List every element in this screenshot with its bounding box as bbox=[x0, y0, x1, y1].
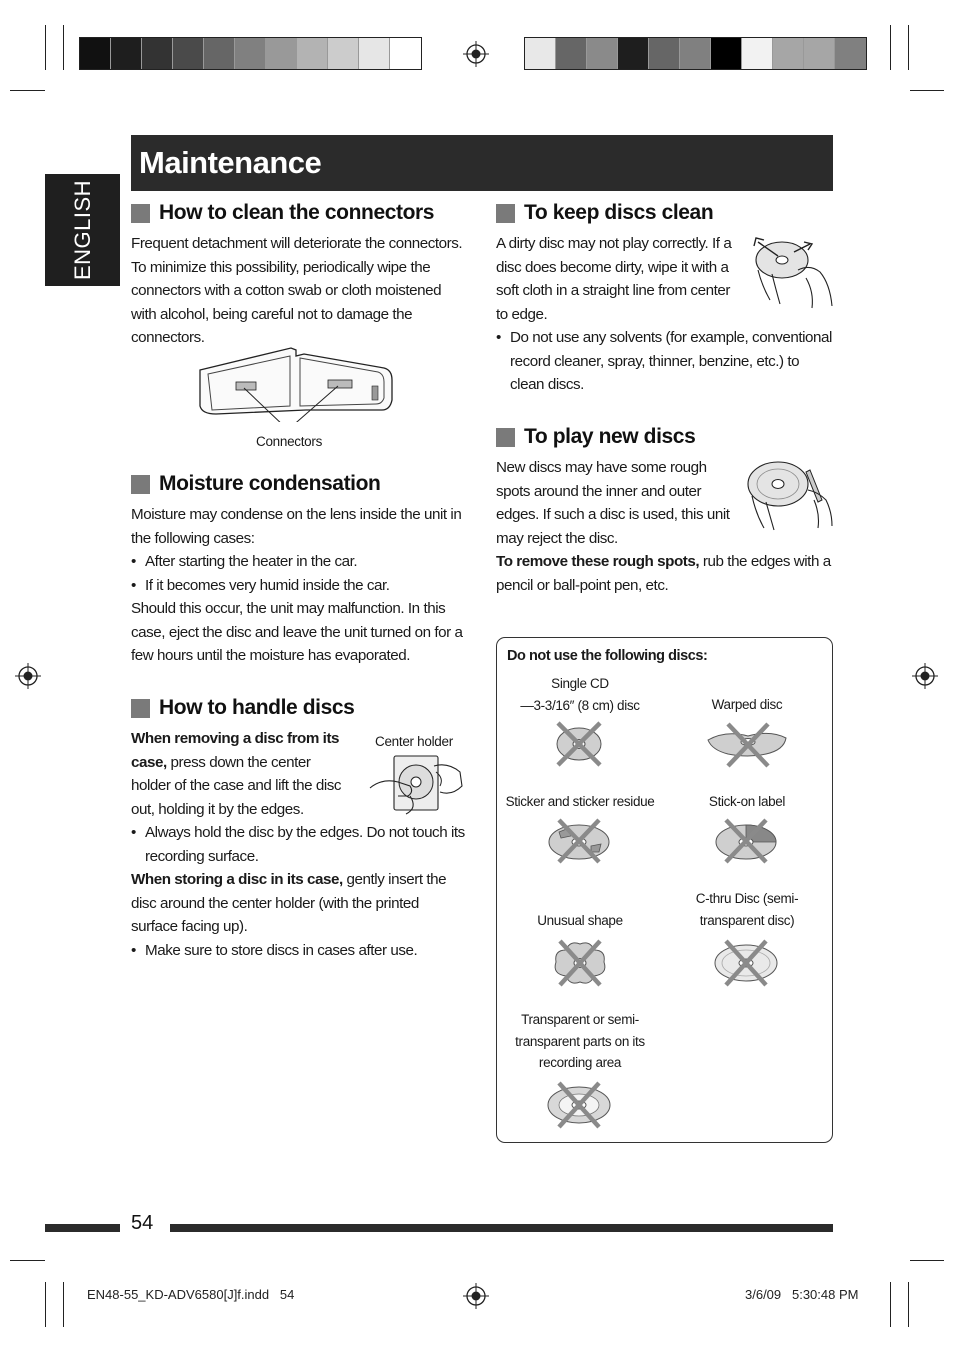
c-thru-disc-icon bbox=[712, 938, 780, 988]
color-swatch bbox=[525, 38, 556, 69]
color-swatch bbox=[235, 38, 266, 69]
disc-label-single-cd: Single CD —3-3/16″ (8 cm) disc bbox=[520, 676, 640, 713]
heading-square-icon bbox=[131, 699, 150, 718]
disc-label-sticker: Sticker and sticker residue bbox=[505, 794, 655, 809]
color-swatch bbox=[359, 38, 390, 69]
connectors-caption: Connectors bbox=[256, 434, 323, 449]
color-swatch bbox=[680, 38, 711, 69]
color-swatch bbox=[111, 38, 142, 69]
footer-bar-left bbox=[45, 1224, 120, 1232]
color-swatch bbox=[80, 38, 111, 69]
pencil-disc-illustration bbox=[744, 456, 836, 532]
crop-mark bbox=[63, 1282, 64, 1327]
language-tab-label: ENGLISH bbox=[69, 179, 95, 281]
list-item: • After starting the heater in the car. bbox=[131, 550, 466, 574]
disc-label-stick-on: Stick-on label bbox=[708, 794, 786, 809]
color-swatch bbox=[328, 38, 359, 69]
footer-timestamp: 3/6/09 5:30:48 PM bbox=[745, 1287, 859, 1302]
handle-body: • Always hold the disc by the edges. Do not touch its recording surface. When storing a disc in its case, gently insert the disc around the center holder (with the printed surface facing up). • Make sure to store discs in cases after use. bbox=[131, 821, 466, 962]
crop-mark bbox=[45, 1282, 46, 1327]
disc-case-hand-illustration bbox=[368, 752, 464, 820]
color-swatch bbox=[773, 38, 804, 69]
crop-mark bbox=[10, 1260, 45, 1261]
color-bar-left bbox=[79, 37, 422, 70]
handle-heading: How to handle discs bbox=[131, 696, 354, 720]
color-swatch bbox=[618, 38, 649, 69]
footer-bar-right bbox=[170, 1224, 833, 1232]
crop-mark bbox=[890, 25, 891, 70]
handle-removing: When removing a disc from its case, press down the center holder of the case and lift the disc out, holding it by the edges. bbox=[131, 730, 342, 818]
registration-target-icon bbox=[15, 663, 41, 689]
page-title: Maintenance bbox=[131, 135, 833, 191]
list-item: • If it becomes very humid inside the car. bbox=[131, 574, 466, 598]
new-discs-heading: To play new discs bbox=[496, 425, 695, 449]
transparent-parts-disc-icon bbox=[545, 1080, 613, 1130]
disc-label-warped: Warped disc bbox=[711, 697, 783, 712]
moisture-heading: Moisture condensation bbox=[131, 472, 380, 496]
center-holder-caption: Center holder bbox=[375, 734, 453, 749]
list-item: • Do not use any solvents (for example, conventional record cleaner, spray, thinner, benzine, etc.) to clean discs. bbox=[496, 326, 833, 397]
heading-square-icon bbox=[131, 475, 150, 494]
crop-mark bbox=[45, 25, 46, 70]
do-not-use-heading: Do not use the following discs: bbox=[507, 648, 708, 664]
registration-target-icon bbox=[912, 663, 938, 689]
unusual-shape-disc-icon bbox=[550, 938, 610, 988]
crop-mark bbox=[910, 1260, 944, 1261]
disc-label-unusual-shape: Unusual shape bbox=[537, 913, 623, 928]
color-swatch bbox=[556, 38, 587, 69]
heading-square-icon bbox=[131, 204, 150, 223]
registration-target-icon bbox=[463, 1283, 489, 1309]
disc-label-c-thru: C-thru Disc (semi- transparent disc) bbox=[695, 891, 799, 928]
single-cd-icon bbox=[552, 720, 606, 768]
color-swatch bbox=[204, 38, 235, 69]
list-item: • Make sure to store discs in cases after use. bbox=[131, 939, 466, 963]
registration-target-icon bbox=[463, 41, 489, 67]
heading-square-icon bbox=[496, 428, 515, 447]
color-swatch bbox=[649, 38, 680, 69]
color-swatch bbox=[835, 38, 866, 69]
color-swatch bbox=[173, 38, 204, 69]
new-discs-remove: To remove these rough spots, rub the edges with a pencil or ball-point pen, etc. bbox=[496, 553, 831, 594]
crop-mark bbox=[908, 1282, 909, 1327]
connectors-illustration bbox=[196, 340, 398, 422]
color-swatch bbox=[142, 38, 173, 69]
color-swatch bbox=[297, 38, 328, 69]
moisture-body: Moisture may condense on the lens inside the unit in the following cases: • After starting the heater in the car. • If it becomes very humid inside the car. Should this occur, the unit may malfunction. In this case, eject the disc and leave the unit turned on for a few hours until the moisture has evaporated. bbox=[131, 503, 466, 668]
crop-mark bbox=[63, 25, 64, 70]
language-tab bbox=[45, 174, 120, 286]
connectors-heading: How to clean the connectors bbox=[131, 201, 434, 225]
color-swatch bbox=[390, 38, 421, 69]
sticker-disc-icon bbox=[545, 818, 613, 864]
wiping-disc-illustration bbox=[748, 234, 836, 312]
heading-square-icon bbox=[496, 204, 515, 223]
warped-disc-icon bbox=[704, 722, 790, 768]
color-bar-right bbox=[524, 37, 867, 70]
color-swatch bbox=[711, 38, 742, 69]
clean-discs-body: A dirty disc may not play correctly. If a disc does become dirty, wipe it with a soft cloth in a straight line from center to edge. bbox=[496, 235, 732, 323]
connectors-body: Frequent detachment will deteriorate the connectors. To minimize this possibility, periodically wipe the connectors with a cotton swab or cloth moistened with alcohol, being careful not to damage the connectors. bbox=[131, 235, 463, 346]
color-swatch bbox=[587, 38, 618, 69]
new-discs-body: New discs may have some rough spots around the inner and outer edges. If such a disc is used, this unit may reject the disc. bbox=[496, 459, 730, 547]
crop-mark bbox=[910, 90, 944, 91]
clean-discs-heading: To keep discs clean bbox=[496, 201, 713, 225]
crop-mark bbox=[908, 25, 909, 70]
disc-label-transparent-parts: Transparent or semi- transparent parts on its recording area bbox=[515, 1012, 645, 1070]
color-swatch bbox=[804, 38, 835, 69]
clean-discs-bullet bbox=[496, 326, 833, 397]
stick-on-label-disc-icon bbox=[712, 818, 780, 864]
color-swatch bbox=[742, 38, 773, 69]
page-number: 54 bbox=[131, 1212, 154, 1234]
crop-mark bbox=[890, 1282, 891, 1327]
color-swatch bbox=[266, 38, 297, 69]
list-item: • Always hold the disc by the edges. Do not touch its recording surface. bbox=[131, 821, 466, 868]
footer-file-name: EN48-55_KD-ADV6580[J]f.indd 54 bbox=[87, 1287, 295, 1302]
crop-mark bbox=[10, 90, 45, 91]
